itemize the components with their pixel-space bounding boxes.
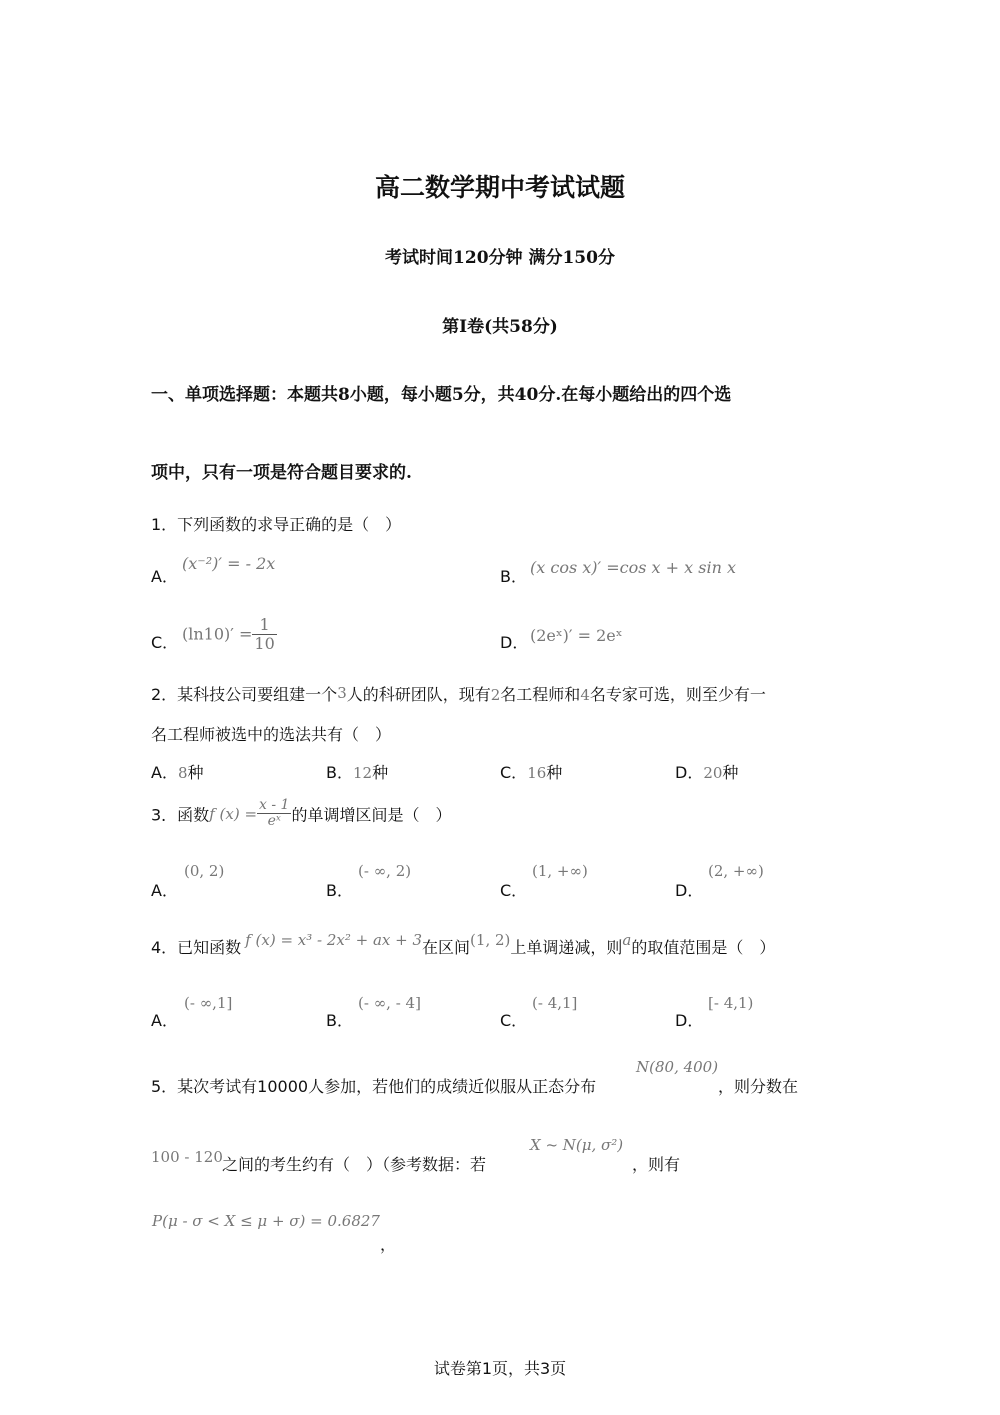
q5-score-range: 100 - 120 [151,1148,223,1166]
q3-option-b-value: (- ∞, 2) [358,862,412,880]
q5-stem-part-d: ，则有 [632,1155,681,1174]
q3-option-c-label: C． [500,881,528,900]
q1-option-b-label: B． [500,567,527,586]
question-2-line2: 名工程师被选中的选法共有（ ） [151,725,392,744]
q4-stem-part-a: 4．已知函数 [151,938,242,957]
q1-option-c-denominator: 10 [254,633,275,653]
q3-option-d-value: (2, +∞) [708,862,764,880]
q4-option-b-label: B． [326,1011,353,1030]
q2-option-b-value: 12 [352,764,373,782]
q1-option-c-math [182,616,277,652]
q2-option-d-label: D． [675,763,704,782]
q2-option-d-value: 20 [703,764,723,782]
exam-subtitle: 考试时间120分钟 满分150分 [385,248,615,268]
q3-function-numerator: x - 1 [259,797,290,813]
q2-stem-part-c: 名工程师和 [500,685,581,704]
question-1-stem: 1．下列函数的求导正确的是（ ） [151,515,402,534]
page-footer: 试卷第1页，共3页 [433,1359,567,1378]
question-3-stem [151,798,451,830]
q3-option-d-label: D． [675,881,704,900]
q4-option-a-value: (- ∞,1] [184,994,233,1012]
q1-option-c-fraction [252,616,276,652]
volume-heading: 第I卷(共58分) [442,317,558,337]
exam-title: 高二数学期中考试试题 [374,173,625,202]
question-2-stem [151,682,766,705]
q2-option-c-label: C． [500,763,528,782]
q3-option-a-label: A． [151,881,178,900]
q3-function-lhs: f (x) = [209,804,258,823]
q4-option-b-value: (- ∞, - 4] [358,994,421,1012]
section-heading-line1: 一、单项选择题：本题共8小题，每小题5分，共40分.在每小题给出的四个选 [151,385,732,405]
q2-option-b-unit: 种 [372,763,389,782]
q2-engineer-count: 2 [490,686,501,704]
q4-variable: a [622,931,632,949]
q5-stem-part-c: 之间的考生约有（ ）（参考数据：若 [222,1155,487,1174]
q3-option-c-value: (1, +∞) [532,862,588,880]
q5-distribution: N(80, 400) [636,1058,719,1076]
q2-stem-part-a: 2．某科技公司要组建一个 [151,685,338,704]
q2-stem-part-b: 人的科研团队，现有 [346,685,491,704]
q4-option-c-label: C． [500,1011,528,1030]
q3-function-denominator: eˣ [267,813,281,830]
q2-team-size: 3 [337,684,347,702]
q3-option-a-value: (0, 2) [184,862,225,880]
q4-option-d-label: D． [675,1011,704,1030]
q1-option-c-label: C． [151,633,179,652]
q1-option-d-math: (2eˣ)′ = 2eˣ [530,626,623,645]
q4-function: f (x) = x³ - 2x² + ax + 3 [245,931,423,949]
q3-stem-part-a: 3．函数 [151,805,210,825]
q1-option-d-label: D． [500,633,529,652]
q5-stem-part-b: ，则分数在 [718,1077,799,1096]
q2-option-a [151,760,204,783]
q2-option-d [675,760,738,783]
q2-option-b [326,760,388,783]
q4-option-a-label: A． [151,1011,178,1030]
q4-option-d-value: [- 4,1) [708,994,754,1012]
q3-function-fraction [257,798,291,830]
q2-option-b-label: B． [326,763,353,782]
q2-option-c-value: 16 [527,764,547,782]
q3-option-b-label: B． [326,881,353,900]
q4-stem-part-c: 上单调递减，则 [510,938,623,957]
q1-option-a-label: A． [151,567,178,586]
q2-expert-count: 4 [580,686,590,704]
q4-stem-part-d: 的取值范围是（ ） [631,938,776,957]
q2-option-c [500,760,562,783]
q4-interval: (1, 2) [470,931,511,949]
q2-stem-part-d: 名专家可选，则至少有一 [589,685,766,704]
question-5-stem-line1 [151,1074,596,1097]
q5-stem-part-a: 5．某次考试有10000人参加，若他们的成绩近似服从正态分布 [151,1077,597,1096]
q2-option-a-unit: 种 [187,763,204,782]
q2-option-a-value: 8 [177,764,188,782]
q4-option-c-value: (- 4,1] [532,994,578,1012]
section-heading-line2: 项中，只有一项是符合题目要求的. [151,463,412,483]
q2-option-a-label: A． [151,763,178,782]
q5-normal-condition: X ~ N(μ, σ²) [530,1136,624,1154]
q1-option-a-math: (x⁻²)′ = - 2x [182,554,276,573]
q2-option-c-unit: 种 [546,763,563,782]
q5-probability-formula: P(μ - σ < X ≤ μ + σ) = 0.6827 [152,1212,380,1230]
q3-stem-part-b: 的单调增区间是（ ） [291,805,452,825]
q2-option-d-unit: 种 [722,763,739,782]
q4-stem-part-b: 在区间 [422,938,471,957]
q1-option-c-numerator: 1 [252,616,276,635]
q1-option-c-lhs: (ln10)′ = [182,624,253,644]
q1-option-b-math: (x cos x)′ =cos x + x sin x [530,558,736,577]
q5-trailing-comma: ， [380,1235,397,1254]
question-4-stem [151,930,775,958]
